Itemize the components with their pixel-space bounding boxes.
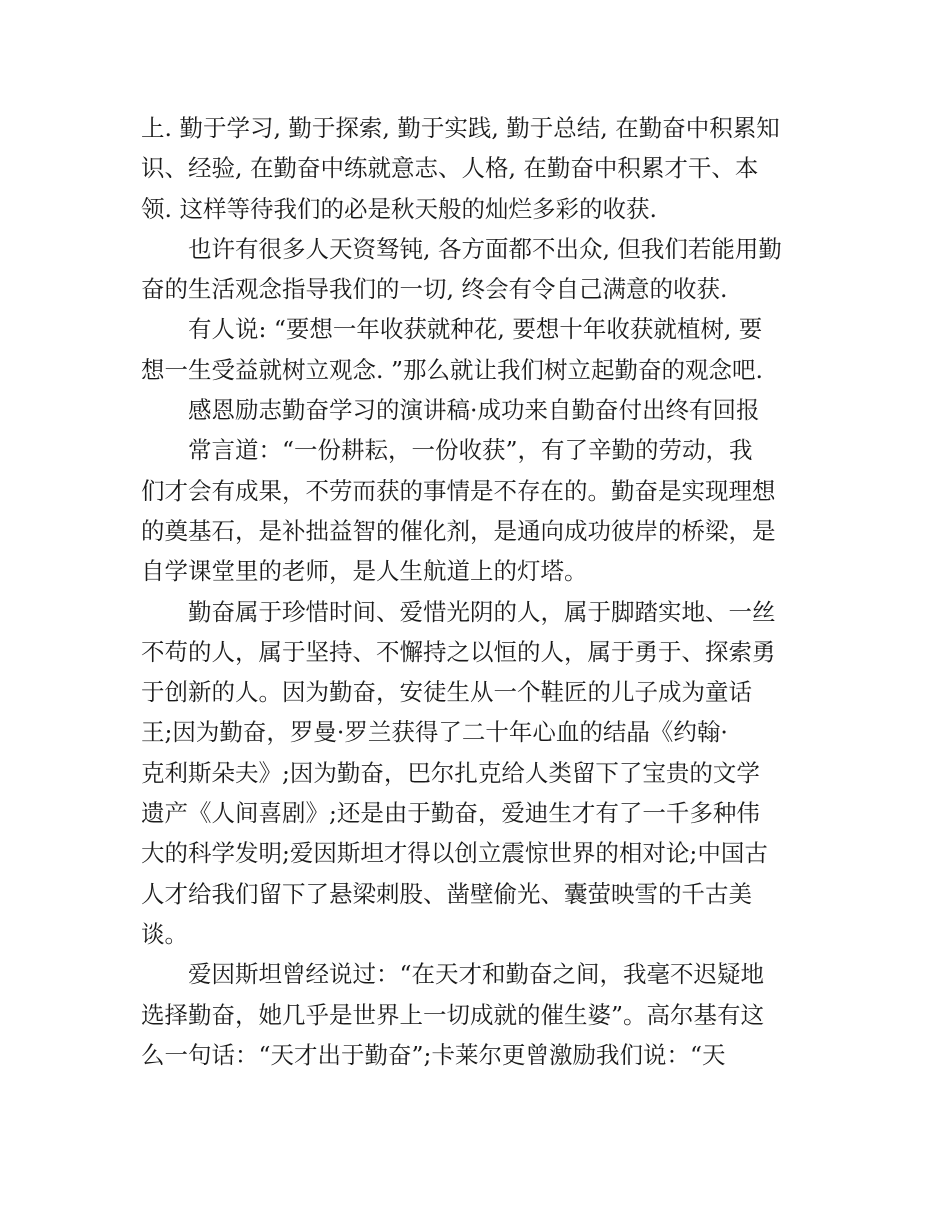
text-line: 遗产《人间喜剧》;还是由于勤奋，爱迪生才有了一千多种伟 (141, 799, 760, 828)
text-line: 识、经验, 在勤奋中练就意志、人格, 在勤奋中积累才干、本 (141, 154, 759, 183)
text-line: 么一句话：“天才出于勤奋”;卡莱尔更曾激励我们说：“天 (141, 1040, 726, 1069)
text-line: 不苟的人，属于坚持、不懈持之以恒的人，属于勇于、探索勇 (141, 637, 776, 666)
text-line: 自学课堂里的老师，是人生航道上的灯塔。 (141, 557, 588, 586)
text-line: 有人说: “要想一年收获就种花, 要想十年收获就植树, 要 (188, 315, 763, 344)
text-line: 奋的生活观念指导我们的一切, 终会有令自己满意的收获. (141, 275, 728, 304)
text-line: 谈。 (141, 919, 188, 948)
text-line: 于创新的人。因为勤奋，安徒生从一个鞋匠的儿子成为童话 (141, 678, 752, 707)
text-line: 上. 勤于学习, 勤于探索, 勤于实践, 勤于总结, 在勤奋中积累知 (141, 114, 780, 142)
text-line: 大的科学发明;爱因斯坦才得以创立震惊世界的相对论;中国古 (141, 839, 768, 868)
text-line: 爱因斯坦曾经说过：“在天才和勤奋之间，我毫不迟疑地 (188, 960, 765, 989)
text-line: 们才会有成果，不劳而获的事情是不存在的。勤奋是实现理想 (141, 476, 776, 505)
section-heading: 感恩励志勤奋学习的演讲稿·成功来自勤奋付出终有回报 (188, 396, 760, 425)
text-line: 人才给我们留下了悬梁刺股、凿壁偷光、囊萤映雪的千古美 (141, 879, 752, 908)
text-line: 领. 这样等待我们的必是秋天般的灿烂多彩的收获. (141, 194, 657, 223)
text-line: 勤奋属于珍惜时间、爱惜光阴的人，属于脚踏实地、一丝 (188, 597, 776, 626)
body-text (141, 108, 811, 1075)
text-line: 选择勤奋，她几乎是世界上一切成就的催生婆”。高尔基有这 (141, 1000, 765, 1029)
text-line: 想一生受益就树立观念. ”那么就让我们树立起勤奋的观念吧. (141, 355, 763, 384)
text-line: 王;因为勤奋，罗曼·罗兰获得了二十年心血的结晶《约翰· (141, 718, 728, 747)
text-line: 克利斯朵夫》;因为勤奋，巴尔扎克给人类留下了宝贵的文学 (141, 758, 760, 787)
text-line: 也许有很多人天资驽钝, 各方面都不出众, 但我们若能用勤 (188, 234, 782, 263)
text-line: 的奠基石，是补拙益智的催化剂，是通向成功彼岸的桥梁，是 (141, 516, 776, 545)
text-line: 常言道：“一份耕耘，一份收获”，有了辛勤的劳动，我 (188, 436, 753, 465)
